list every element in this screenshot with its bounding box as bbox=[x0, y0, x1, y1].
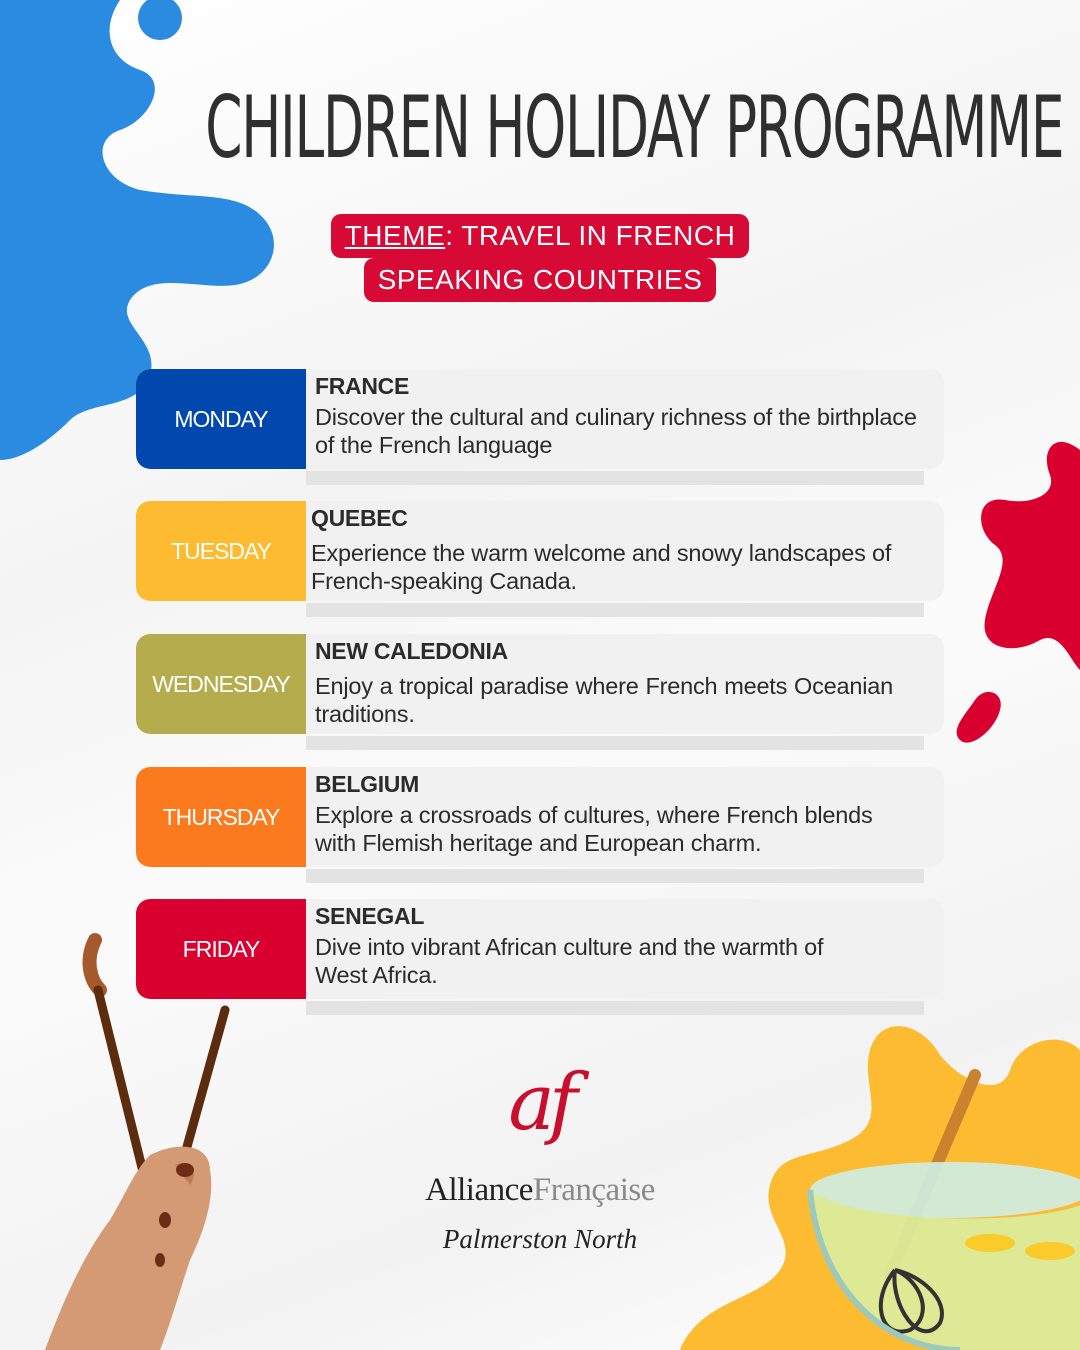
row-shadow bbox=[306, 736, 924, 750]
schedule-card bbox=[136, 634, 944, 734]
country-name: FRANCE bbox=[315, 373, 410, 399]
country-description: Explore a crossroads of cultures, where French blends with Flemish heritage and European charm. bbox=[315, 802, 873, 856]
theme-line-2: SPEAKING COUNTRIES bbox=[364, 258, 717, 302]
page-title: CHILDREN HOLIDAY PROGRAMME bbox=[205, 78, 1064, 178]
row-shadow bbox=[306, 471, 924, 485]
schedule-card bbox=[136, 369, 944, 469]
theme-line-1-text: : TRAVEL IN FRENCH bbox=[445, 220, 736, 251]
schedule-row-monday bbox=[136, 369, 944, 469]
alliance-francaise-logo-monogram: af bbox=[508, 1058, 572, 1148]
theme-badge-line-2 bbox=[0, 258, 1080, 302]
schedule-row-thursday bbox=[136, 767, 944, 867]
country-description: Dive into vibrant African culture and the warmth of West Africa. bbox=[315, 934, 824, 988]
country-name: SENEGAL bbox=[315, 903, 425, 929]
country-description: Experience the warm welcome and snowy landscapes of French-speaking Canada. bbox=[311, 540, 892, 594]
day-label-tuesday: TUESDAY bbox=[136, 501, 306, 601]
theme-label: THEME bbox=[344, 220, 446, 251]
row-shadow bbox=[306, 1001, 924, 1015]
country-name: QUEBEC bbox=[311, 505, 408, 531]
day-label-monday: MONDAY bbox=[136, 369, 306, 469]
country-description: Enjoy a tropical paradise where French meets Oceanian traditions. bbox=[315, 673, 893, 727]
red-paint-splash-icon bbox=[945, 430, 1080, 750]
day-label-thursday: THURSDAY bbox=[136, 767, 306, 867]
day-label-wednesday: WEDNESDAY bbox=[136, 634, 306, 734]
schedule-card bbox=[136, 767, 944, 867]
day-label-friday: FRIDAY bbox=[136, 899, 306, 999]
schedule-row-friday bbox=[136, 899, 944, 999]
alliance-francaise-logo-name bbox=[0, 1172, 1080, 1209]
country-name: NEW CALEDONIA bbox=[315, 638, 508, 664]
schedule-row-tuesday bbox=[136, 501, 944, 601]
theme-badge bbox=[0, 214, 1080, 258]
row-shadow bbox=[306, 603, 924, 617]
country-description: Discover the cultural and culinary richness of the birthplace of the French language bbox=[315, 404, 917, 458]
country-name: BELGIUM bbox=[315, 771, 419, 797]
logo-city: Palmerston North bbox=[442, 1224, 638, 1254]
logo-name-part-2: Française bbox=[532, 1172, 655, 1208]
schedule-card bbox=[136, 899, 944, 999]
theme-line-1 bbox=[331, 214, 750, 258]
row-shadow bbox=[306, 869, 924, 883]
logo-name-part-1: Alliance bbox=[425, 1172, 533, 1208]
schedule-card bbox=[136, 501, 944, 601]
schedule-row-wednesday bbox=[136, 634, 944, 734]
